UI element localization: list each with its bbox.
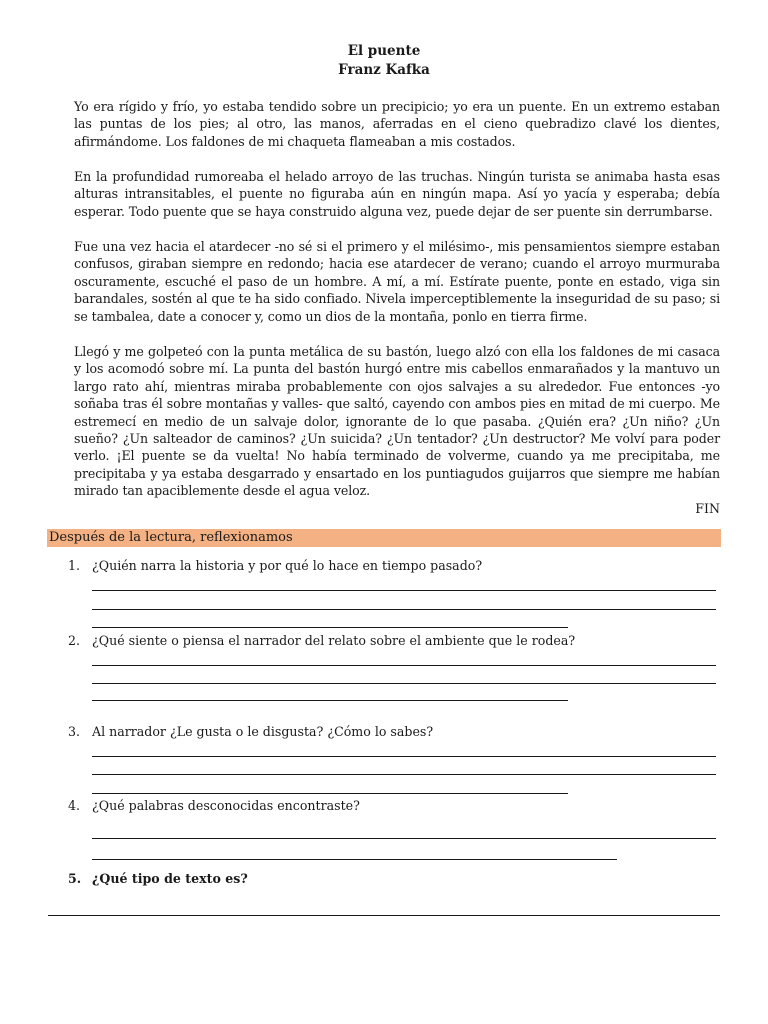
question-text: ¿Qué palabras desconocidas encontraste? [92, 798, 360, 813]
answer-line[interactable] [92, 700, 568, 701]
answer-line[interactable] [92, 774, 716, 775]
answer-line[interactable] [92, 665, 716, 666]
story-paragraph-2: En la profundidad rumoreaba el helado arroyo de las truchas. Ningún turista se animaba hasta esas alturas intransitables, el puente no figuraba aún en ningún mapa. Así yo yacía y esperaba; debía esperar. Todo puente que se haya construido alguna vez, puede dejar de ser puente sin derrumbarse. [74, 169, 720, 219]
question-text: ¿Quién narra la historia y por qué lo hace en tiempo pasado? [92, 558, 483, 573]
section-title: Después de la lectura, reflexionamos [49, 530, 293, 545]
question-number: 3. [68, 724, 81, 739]
question-text: ¿Qué tipo de texto es? [92, 871, 248, 886]
question-number: 1. [68, 558, 81, 573]
document-header [0, 42, 768, 80]
story-paragraph-4: Llegó y me golpeteó con la punta metálica de su bastón, luego alzó con ella los faldones de mi casaca y los acomodó sobre mí. La punta del bastón hurgó entre mis cabellos enmarañados y la mantuvo un largo rato ahí, mientras miraba probablemente con ojos salvajes a su alrededor. Fue entonces -yo soñaba tras él sobre montañas y valles- que saltó, cayendo con ambos pies en mitad de mi cuerpo. Me estremecí en medio de un salvaje dolor, ignorante de lo que pasaba. ¿Quién era? ¿Un niño? ¿Un sueño? ¿Un salteador de caminos? ¿Un suicida? ¿Un tentador? ¿Un destructor? Me volví para poder verlo. ¡El puente se da vuelta! No había terminado de volverme, cuando ya me precipitaba, me precipitaba y ya estaba desgarrado y ensartado en los puntiagudos guijarros que siempre me habían mirado tan apaciblemente desde el agua veloz. [74, 344, 720, 499]
section-band [47, 529, 721, 547]
answer-line[interactable] [92, 756, 716, 757]
question-number: 5. [68, 871, 82, 886]
answer-line[interactable] [92, 683, 716, 684]
answer-line[interactable] [48, 915, 720, 916]
question-text: Al narrador ¿Le gusta o le disgusta? ¿Cómo lo sabes? [92, 724, 434, 739]
answer-line[interactable] [92, 590, 716, 591]
question-number: 4. [68, 798, 81, 813]
question-text: ¿Qué siente o piensa el narrador del relato sobre el ambiente que le rodea? [92, 633, 576, 648]
end-label: FIN [695, 501, 720, 516]
answer-line[interactable] [92, 859, 617, 860]
answer-line[interactable] [92, 609, 716, 610]
story-paragraph-3: Fue una vez hacia el atardecer -no sé si el primero y el milésimo-, mis pensamientos siempre estaban confusos, giraban siempre en redondo; hacia ese atardecer de verano; cuando el arroyo murmuraba oscuramente, escuché el paso de un hombre. A mí, a mí. Estírate puente, ponte en estado, viga sin barandales, sostén al que te ha sido confiado. Nivela imperceptiblemente la inseguridad de su paso; si se tambalea, date a conocer y, como un dios de la montaña, ponlo en tierra firme. [74, 239, 720, 324]
document-title: El puente [347, 43, 421, 59]
document-author: Franz Kafka [338, 62, 430, 78]
answer-line[interactable] [92, 793, 568, 794]
answer-line[interactable] [92, 838, 716, 839]
question-number: 2. [68, 633, 81, 648]
story-paragraph-1: Yo era rígido y frío, yo estaba tendido sobre un precipicio; yo era un puente. En un extremo estaban las puntas de los pies; al otro, las manos, aferradas en el cieno quebradizo clavé los dientes, afirmándome. Los faldones de mi chaqueta flameaban a mis costados. [74, 99, 720, 149]
answer-line[interactable] [92, 627, 568, 628]
